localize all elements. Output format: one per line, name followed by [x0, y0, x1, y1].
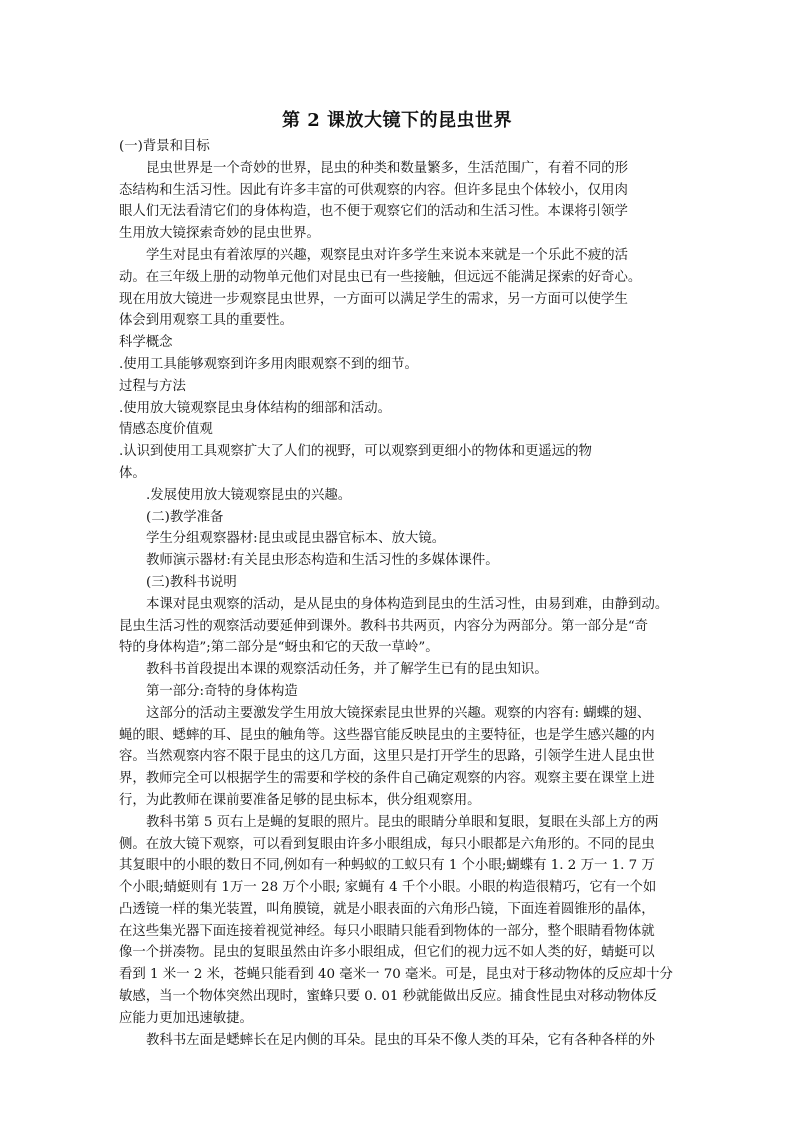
paragraph-line: 个小眼;蜻蜓则有 1万一 28 万个小眼; 家蝇有 4 千个小眼。小眼的构造很精巧，它有一个如 [119, 880, 657, 896]
paragraph-line: 蝇的眼、蟋蟀的耳、昆虫的触角等。这些器官能反映昆虫的主要特征，也是学生感兴趣的内 [119, 727, 655, 743]
paragraph-line: 容。当然观察内容不限于昆虫的这几方面，这里只是打开学生的思路，引领学生进人昆虫世 [119, 749, 655, 765]
paragraph-line: 界，教师完全可以根据学生的需要和学校的条件自己确定观察的内容。观察主要在课堂上进 [119, 771, 655, 787]
paragraph-line: 像一个拼凑物。昆虫的复眼虽然由许多小眼组成，但它们的视力远不如人类的好，蜻蜓可以 [119, 945, 655, 961]
paragraph-line: 教师演示器材:有关昆虫形态构造和生活习性的多媒体课件。 [146, 553, 499, 569]
paragraph-line: 行，为此教师在课前要准备足够的昆虫标本，供分组观察用。 [119, 792, 481, 808]
paragraph-line: 应能力更加迅速敏捷。 [119, 1010, 253, 1026]
paragraph-line: 看到 1 米一 2 米，苍蝇只能看到 40 毫米一 70 毫米。可是，昆虫对于移动物体的反应却十分 [119, 967, 673, 983]
subheading: 第一部分:奇特的身体构造 [146, 683, 298, 699]
paragraph-line: 眼人们无法看清它们的身体构造，也不便于观察它们的活动和生活习性。本课将引领学 [119, 204, 628, 220]
bullet-line: .发展使用放大镜观察昆虫的兴趣。 [146, 487, 352, 503]
paragraph-line: 教科书左面是蟋蟀长在足内侧的耳朵。昆虫的耳朵不像人类的耳朵，它有各种各样的外 [146, 1032, 655, 1048]
bullet-line: .认识到使用工具观察扩大了人们的视野，可以观察到更细小的物体和更遥远的物 [119, 444, 592, 460]
paragraph-line: 昆虫生活习性的观察活动要延伸到课外。教科书共两页，内容分为两部分。第一部分是“奇 [119, 618, 649, 634]
paragraph-line: 动。在三年级上册的动物单元他们对昆虫已有一些接触，但远远不能满足探索的好奇心。 [119, 269, 642, 285]
paragraph-line: 教科书第 5 页右上是蝇的复眼的照片。昆虫的眼睛分单眼和复眼，复眼在头部上方的两 [146, 814, 659, 830]
subheading: 情感态度价值观 [119, 422, 213, 438]
paragraph-line: 凸透镜一样的集光装置，叫角膜镜，就是小眼表面的六角形凸镜，下面连着圆锥形的晶体， [119, 901, 655, 917]
paragraph-line: 本课对昆虫观察的活动，是从昆虫的身体构造到昆虫的生活习性，由易到难，由静到动。 [146, 596, 669, 612]
subheading: 过程与方法 [119, 378, 186, 394]
paragraph-line: 现在用放大镜进一步观察昆虫世界，一方面可以满足学生的需求，另一方面可以使学生 [119, 291, 628, 307]
paragraph-line: 教科书首段提出本课的观察活动任务，并了解学生已有的昆虫知识。 [146, 662, 548, 678]
paragraph-line: 在这些集光器下面连接着视觉神经。每只小眼睛只能看到物体的一部分，整个眼睛看物体就 [119, 923, 655, 939]
paragraph-line: 特的身体构造”;第二部分是“蚜虫和它的天敌一草岭”。 [119, 640, 439, 656]
paragraph-line: 敏感，当一个物体突然出现时，蜜蜂只要 0. 01 秒就能做出反应。捕食性昆虫对移动物体反 [119, 989, 658, 1005]
paragraph-line: 体会到用观察工具的重要性。 [119, 313, 294, 329]
section-heading: (二)教学准备 [146, 509, 224, 525]
paragraph-line: 昆虫世界是一个奇妙的世界，昆虫的种类和数量繁多，生活范围广，有着不同的形 [146, 160, 629, 176]
paragraph-line: 体。 [119, 465, 146, 481]
paragraph-line: 态结构和生活习性。因此有许多丰富的可供观察的内容。但许多昆虫个体较小，仅用肉 [119, 182, 628, 198]
section-heading: (一)背景和目标 [119, 139, 210, 154]
page-title: 第 2 课放大镜下的昆虫世界 [281, 110, 513, 131]
bullet-line: .使用放大镜观察昆虫身体结构的细部和活动。 [119, 400, 392, 416]
paragraph-line: 这部分的活动主要激发学生用放大镜探索昆虫世界的兴趣。观察的内容有: 蝴蝶的翅、 [146, 705, 651, 721]
bullet-line: .使用工具能够观察到许多用肉眼观察不到的细节。 [119, 356, 418, 372]
paragraph-line: 学生对昆虫有着浓厚的兴趣，观察昆虫对许多学生来说本来就是一个乐此不疲的活 [146, 247, 629, 263]
document-body [119, 136, 679, 1051]
paragraph-line: 生用放大镜探索奇妙的昆虫世界。 [119, 226, 320, 242]
paragraph-line: 侧。在放大镜下观察，可以看到复眼由许多小眼组成，每只小眼都是六角形的。不同的昆虫 [119, 836, 655, 852]
subheading: 科学概念 [119, 335, 173, 351]
paragraph-line: 学生分组观察器材:昆虫或昆虫器官标本、放大镜。 [146, 531, 446, 547]
paragraph-line: 其复眼中的小眼的数日不同,例如有一种蚂蚁的工蚁只有 1 个小眼;蝴蝶有 1. 2 万一 1. 7 万 [119, 858, 655, 874]
section-heading: (三)教科书说明 [146, 574, 237, 590]
